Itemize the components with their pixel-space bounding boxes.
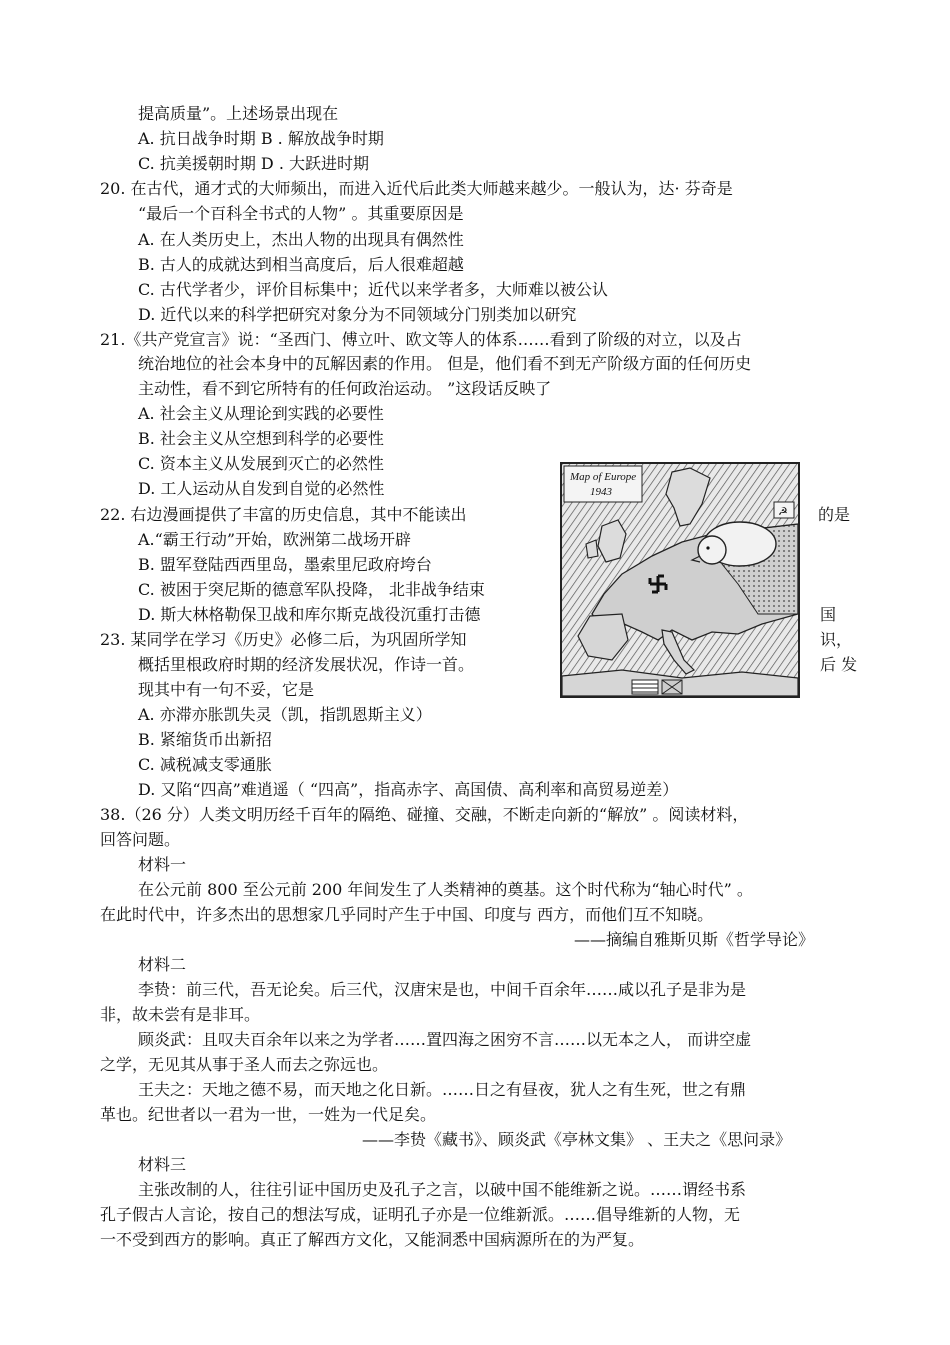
q21-stem-line3: 主动性，看不到它所特有的任何政治运动。 ”这段话反映了 [138, 379, 552, 398]
q38-stem-line1: 38.（26 分）人类文明历经千百年的隔绝、碰撞、交融，不断走向新的“解放” 。阅读材料， [100, 805, 749, 824]
q23-stem-line3: 现其中有一句不妥，它是 [138, 680, 315, 699]
material3-line3: 一不受到西方的影响。真正了解西方文化，又能洞悉中国病源所在的为严复。 [100, 1230, 645, 1249]
bear-head [698, 536, 726, 564]
q21-option-b: B. 社会主义从空想到科学的必要性 [138, 429, 384, 448]
material1-line2: 在此时代中，许多杰出的思想家几乎同时产生于中国、印度与 西方，而他们互不知晓。 [100, 905, 714, 924]
q20-option-a: A. 在人类历史上，杰出人物的出现具有偶然性 [138, 230, 464, 249]
map-title-line2: 1943 [590, 486, 612, 498]
q22-option-b: B. 盟军登陆西西里岛，墨索里尼政府垮台 [138, 555, 432, 574]
material2-source: ——李贽《藏书》、顾炎武《亭林文集》 、王夫之《思问录》 [362, 1130, 792, 1149]
q19-continuation: 提高质量”。上述场景出现在 [138, 104, 339, 123]
ireland-shape [586, 540, 598, 558]
map-title-line1: Map of Europe [570, 471, 637, 483]
material2-title: 材料二 [138, 955, 187, 974]
europe-1943-cartoon [560, 462, 800, 698]
q23-option-d: D. 又陷“四高”难逍遥（ “四高”，指高赤字、高国债、高利率和高贸易逆差） [138, 780, 679, 799]
q23-option-b: B. 紧缩货币出新招 [138, 730, 272, 749]
q21-option-a: A. 社会主义从理论到实践的必要性 [138, 404, 384, 423]
q20-option-d: D. 近代以来的科学把研究对象分为不同领域分门别类加以研究 [138, 305, 577, 324]
material2-line2: 非，故未尝有是非耳。 [100, 1005, 261, 1024]
bear-eye [706, 546, 709, 549]
cartoon-drawing [562, 464, 798, 696]
material2-line5: 王夫之：天地之德不易，而天地之化日新。……日之有昼夜，犹人之有生死，世之有鼎 [138, 1080, 747, 1099]
q19-options-cd: C. 抗美援朝时期 D . 大跃进时期 [138, 154, 370, 173]
q20-option-c: C. 古代学者少，评价目标集中；近代以来学者多，大师难以被公认 [138, 280, 608, 299]
q23-option-c: C. 减税减支零通胀 [138, 755, 272, 774]
q21-stem-line2: 统治地位的社会本身中的瓦解因素的作用。 但是，他们看不到无产阶级方面的任何历史 [138, 354, 752, 373]
q21-option-d: D. 工人运动从自发到自觉的必然性 [138, 479, 385, 498]
q20-option-b: B. 古人的成就达到相当高度后，后人很难超越 [138, 255, 464, 274]
q22-stem-line1-right: 的是 [818, 505, 851, 524]
q22-option-d-right: 国 [820, 605, 837, 624]
material1-title: 材料一 [138, 855, 187, 874]
q22-option-a: A.“霸王行动”开始，欧洲第二战场开辟 [138, 530, 412, 549]
q20-stem-line1: 20. 在古代，通才式的大师频出，而进入近代后此类大师越来越少。一般认为，达· 芬奇是 [100, 179, 733, 198]
material2-line6: 革也。纪世者以一君为一世，一姓为一代足矣。 [100, 1105, 437, 1124]
q21-option-c: C. 资本主义从发展到灭亡的必然性 [138, 454, 384, 473]
q38-stem-line2: 回答问题。 [100, 830, 181, 849]
q23-stem-line1-right: 识， [820, 630, 853, 649]
q19-options-ab: A. 抗日战争时期 B . 解放战争时期 [138, 129, 384, 148]
material1-line1: 在公元前 800 至公元前 200 年间发生了人类精神的奠基。这个时代称为“轴心时代” 。 [138, 880, 753, 899]
q23-stem-line1: 23. 某同学在学习《历史》必修二后，为巩固所学知 [100, 630, 467, 649]
material2-line3: 顾炎武：且叹夫百余年以来之为学者……置四海之困穷不言……以无本之人， 而讲空虚 [138, 1030, 752, 1049]
q23-option-a: A. 亦滞亦胀凯失灵（凯，指凯恩斯主义） [138, 705, 432, 724]
q23-stem-line2: 概括里根政府时期的经济发展状况，作诗一首。 [138, 655, 475, 674]
material1-source: ——摘编自雅斯贝斯《哲学导论》 [574, 930, 815, 949]
q20-stem-line2: “最后一个百科全书式的人物” 。其重要原因是 [138, 204, 464, 223]
material3-line2: 孔子假古人言论，按自己的想法写成，证明孔子亦是一位维新派。……倡导维新的人物，无 [100, 1205, 741, 1224]
q22-option-d: D. 斯大林格勒保卫战和库尔斯克战役沉重打击德 [138, 605, 481, 624]
material3-title: 材料三 [138, 1155, 187, 1174]
q23-stem-line2-right: 后 发 [820, 655, 858, 674]
q22-stem-line1: 22. 右边漫画提供了丰富的历史信息，其中不能读出 [100, 505, 467, 524]
q22-option-c: C. 被困于突尼斯的德意军队投降， 北非战争结束 [138, 580, 485, 599]
material2-line1: 李贽：前三代，吾无论矣。后三代，汉唐宋是也，中间千百余年……咸以孔子是非为是 [138, 980, 747, 999]
q21-stem-line1: 21.《共产党宣言》说：“圣西门、傅立叶、欧文等人的体系……看到了阶级的对立，以及占 [100, 330, 742, 349]
hammer-sickle-icon: ☭ [778, 505, 788, 518]
material2-line4: 之学，无见其从事于圣人而去之弥远也。 [100, 1055, 389, 1074]
material3-line1: 主张改制的人，往往引证中国历史及孔子之言，以破中国不能维新之说。……谓经书系 [138, 1180, 747, 1199]
